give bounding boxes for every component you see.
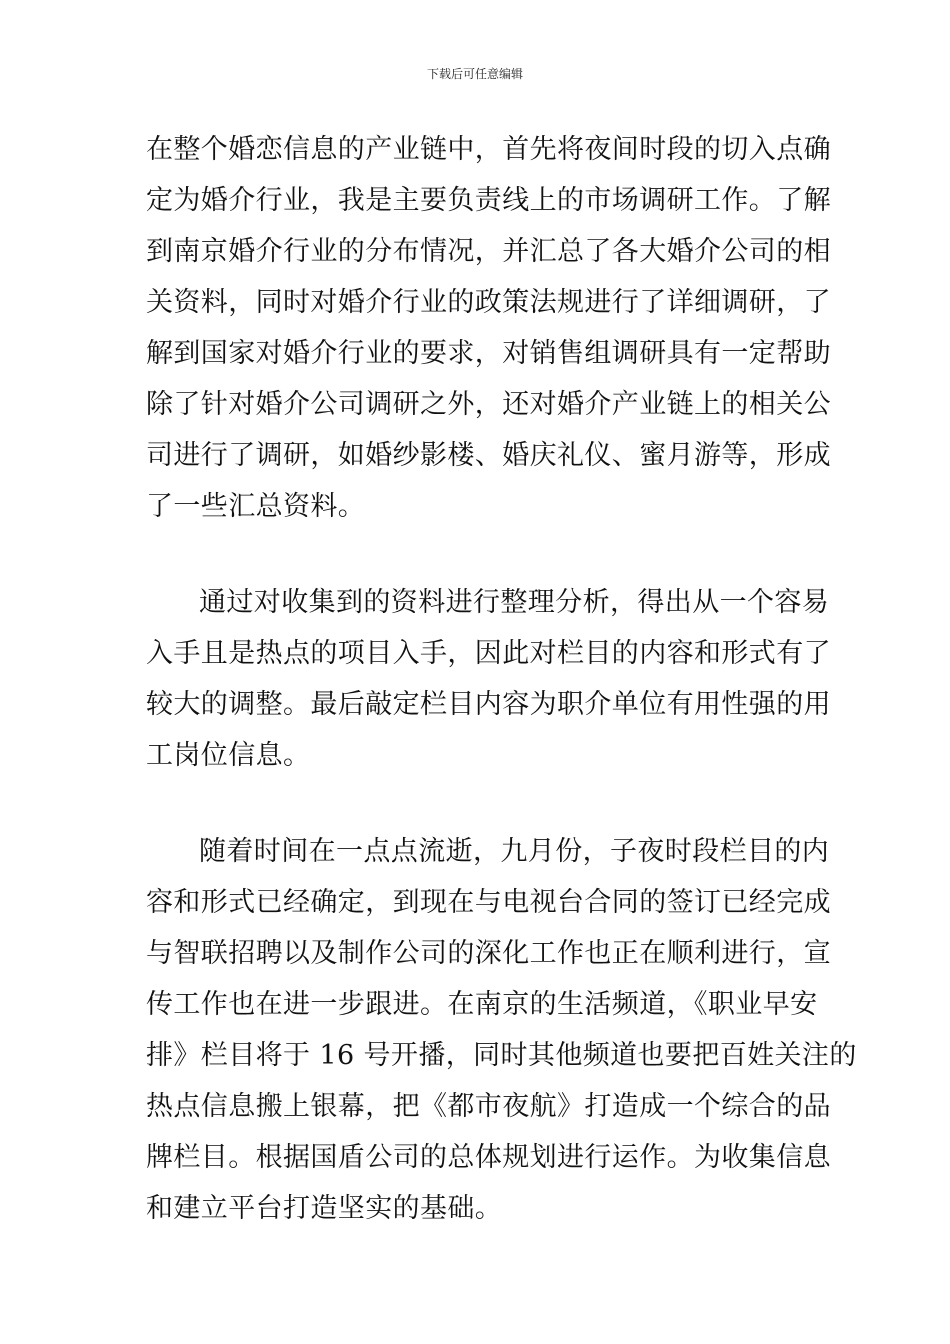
paragraph-1-line: 解到国家对婚介行业的要求，对销售组调研具有一定帮助	[146, 338, 831, 369]
paragraph-1-line: 定为婚介行业，我是主要负责线上的市场调研工作。了解	[146, 185, 831, 216]
paragraph-3-line: 排》栏目将于 16 号开播，同时其他频道也要把百姓关注的	[146, 1040, 857, 1071]
paragraph-3-line: 和建立平台打造坚实的基础。	[146, 1193, 503, 1224]
paragraph-1-line: 了一些汇总资料。	[146, 491, 366, 522]
paragraph-1-line: 到南京婚介行业的分布情况，并汇总了各大婚介公司的相	[146, 236, 831, 267]
paragraph-1-line: 关资料，同时对婚介行业的政策法规进行了详细调研，了	[146, 287, 831, 318]
paragraph-3-line: 牌栏目。根据国盾公司的总体规划进行运作。为收集信息	[146, 1142, 831, 1173]
paragraph-2-line: 工岗位信息。	[146, 740, 311, 771]
paragraph-1-line: 除了针对婚介公司调研之外，还对婚介产业链上的相关公	[146, 389, 831, 420]
paragraph-3-line: 与智联招聘以及制作公司的深化工作也正在顺利进行，宣	[146, 938, 831, 969]
paragraph-2-line: 通过对收集到的资料进行整理分析，得出从一个容易	[199, 587, 830, 618]
paragraph-2-line: 较大的调整。最后敲定栏目内容为职介单位有用性强的用	[146, 689, 831, 720]
paragraph-2-line: 入手且是热点的项目入手，因此对栏目的内容和形式有了	[146, 638, 831, 669]
paragraph-1-line: 在整个婚恋信息的产业链中，首先将夜间时段的切入点确	[146, 134, 831, 165]
page-header: 下载后可任意编辑	[426, 67, 523, 81]
paragraph-3-line: 容和形式已经确定，到现在与电视台合同的签订已经完成	[146, 887, 831, 918]
paragraph-1-line: 司进行了调研，如婚纱影楼、婚庆礼仪、蜜月游等，形成	[146, 440, 831, 471]
paragraph-3-line: 热点信息搬上银幕，把《都市夜航》打造成一个综合的品	[146, 1091, 831, 1122]
paragraph-3-line: 传工作也在进一步跟进。在南京的生活频道，《职业早安	[146, 989, 818, 1020]
paragraph-3-line: 随着时间在一点点流逝，九月份，子夜时段栏目的内	[199, 836, 830, 867]
